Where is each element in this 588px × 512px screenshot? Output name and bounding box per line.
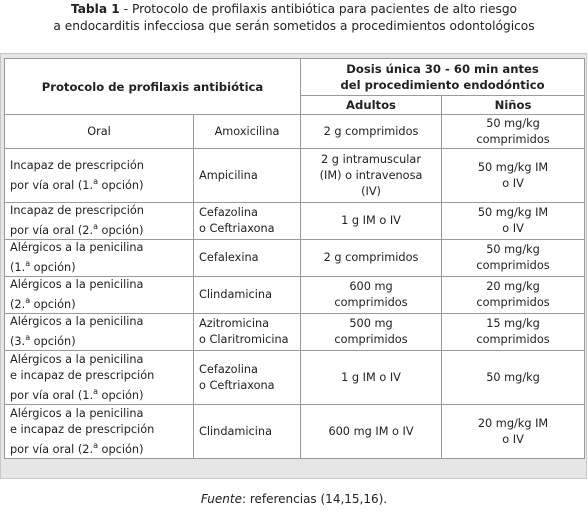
cell-line [10, 384, 188, 404]
table-row [5, 240, 585, 277]
table-row [5, 405, 585, 459]
cell-line: Incapaz de prescripción [10, 158, 144, 172]
adults-dose-cell [301, 240, 442, 277]
adults-dose-cell [301, 203, 442, 240]
caption-label: Tabla 1 [70, 2, 120, 16]
children-dose-cell [442, 351, 585, 405]
adults-dose-cell [301, 115, 442, 149]
cell-line: Clindamicina [199, 424, 272, 438]
drug-cell [194, 240, 301, 277]
children-dose-cell [442, 277, 585, 314]
cell-line: comprimidos [476, 296, 550, 309]
header-adults: Adultos [301, 96, 442, 115]
table-row [5, 277, 585, 314]
table-row [5, 115, 585, 149]
drug-cell [194, 314, 301, 351]
cell-line: Azitromicina [199, 317, 270, 330]
drug-cell [194, 149, 301, 203]
caption-title-line1: - Protocolo de profilaxis antibiótica para pacientes de alto riesgo [119, 2, 518, 16]
adults-dose-cell [301, 277, 442, 314]
table-row [5, 351, 585, 405]
ordinal-prefix: (1. [10, 260, 26, 274]
ordinal-superscript: a [25, 259, 31, 269]
cell-line: Alérgicos a la penicilina [10, 315, 144, 329]
cell-line: Alérgicos a la penicilina [10, 352, 144, 366]
cell-line: Cefalexina [199, 251, 259, 264]
adults-dose-cell [301, 149, 442, 203]
cell-line: (IM) o intravenosa [319, 168, 423, 182]
ordinal-superscript: a [93, 222, 98, 232]
header-dose [301, 59, 585, 96]
cell-line [10, 438, 188, 458]
cell-line: Incapaz de prescripción [10, 204, 144, 218]
prophylaxis-table [4, 58, 585, 459]
drug-cell [194, 277, 301, 314]
ordinal-prefix: (3. [10, 334, 26, 348]
ordinal-prefix: por vía oral (2. [10, 223, 94, 237]
cell-line: 1 g IM o IV [341, 370, 401, 384]
cell-line: 50 mg/kg [486, 370, 540, 384]
cell-line: 20 mg/kg [486, 280, 540, 293]
ordinal-superscript: a [93, 176, 98, 186]
cell-line: o Ceftriaxona [199, 222, 275, 235]
ordinal-suffix: opción) [97, 223, 144, 237]
children-dose-cell [442, 240, 585, 277]
cell-line: Alérgicos a la penicilina [10, 278, 144, 292]
ordinal-superscript: a [25, 296, 31, 306]
ordinal-prefix: por vía oral (2. [10, 442, 94, 456]
cell-line: e incapaz de prescripción [10, 422, 155, 436]
drug-cell [194, 115, 301, 149]
cell-line: comprimidos [476, 259, 550, 272]
children-dose-cell [442, 314, 585, 351]
drug-cell [194, 405, 301, 459]
cell-line: o IV [502, 432, 524, 446]
ordinal-prefix: (2. [10, 297, 26, 311]
adults-dose-cell [301, 314, 442, 351]
cell-line: Amoxicilina [214, 124, 280, 138]
cell-line [10, 219, 188, 239]
situation-cell [5, 240, 194, 277]
situation-cell [5, 277, 194, 314]
cell-line: 15 mg/kg [486, 317, 540, 330]
cell-line: comprimidos [334, 333, 408, 346]
footnote-label: Fuente [200, 492, 242, 506]
situation-cell [5, 115, 194, 149]
situation-cell [5, 149, 194, 203]
table-row [5, 314, 585, 351]
cell-line: 600 mg IM o IV [328, 424, 414, 438]
table-row [5, 149, 585, 203]
cell-line: 50 mg/kg IM [477, 206, 549, 219]
cell-line: comprimidos [476, 132, 550, 146]
adults-dose-cell [301, 405, 442, 459]
cell-line: Ampicilina [199, 168, 258, 182]
caption-title-line2: a endocarditis infecciosa que serán sometidos a procedimientos odontológicos [53, 19, 535, 33]
cell-line: 1 g IM o IV [341, 214, 401, 227]
cell-line: 50 mg/kg [486, 243, 540, 256]
table-caption [0, 1, 588, 35]
cell-line: Clindamicina [199, 288, 272, 301]
situation-cell [5, 351, 194, 405]
header-children: Niños [442, 96, 585, 115]
cell-line: 20 mg/kg IM [477, 416, 549, 430]
ordinal-suffix: opción) [97, 388, 144, 402]
children-dose-cell [442, 203, 585, 240]
footnote-text: : referencias (14,15,16). [241, 492, 388, 506]
cell-line: 50 mg/kg IM [477, 160, 549, 174]
cell-line: 600 mg [349, 280, 393, 293]
table-footnote [0, 492, 588, 506]
cell-line: 500 mg [349, 317, 393, 330]
ordinal-superscript: a [25, 333, 31, 343]
cell-line: (IV) [361, 184, 381, 198]
cell-line: o Claritromicina [199, 333, 289, 346]
cell-line: 2 g comprimidos [323, 124, 419, 138]
cell-line: Oral [87, 124, 111, 138]
ordinal-suffix: opción) [30, 260, 76, 274]
cell-line: Cefazolina [199, 206, 258, 219]
drug-cell [194, 203, 301, 240]
ordinal-prefix: por vía oral (1. [10, 178, 94, 192]
ordinal-suffix: opción) [97, 178, 144, 192]
header-dose-line1: Dosis única 30 - 60 min antes [346, 62, 539, 76]
cell-line: 2 g comprimidos [323, 251, 419, 264]
children-dose-cell [442, 405, 585, 459]
header-dose-line2: del procedimiento endodóntico [340, 78, 545, 92]
cell-line: Alérgicos a la penicilina [10, 406, 144, 420]
cell-line: Alérgicos a la penicilina [10, 241, 144, 255]
cell-line: Cefazolina [199, 362, 258, 376]
ordinal-suffix: opción) [97, 442, 144, 456]
ordinal-suffix: opción) [30, 297, 76, 311]
cell-line [10, 256, 188, 276]
ordinal-superscript: a [93, 440, 98, 450]
cell-line: comprimidos [334, 296, 408, 309]
children-dose-cell [442, 149, 585, 203]
situation-cell [5, 203, 194, 240]
cell-line: o Ceftriaxona [199, 378, 275, 392]
table-row [5, 203, 585, 240]
adults-dose-cell [301, 351, 442, 405]
cell-line [10, 293, 188, 313]
cell-line: e incapaz de prescripción [10, 368, 155, 382]
header-protocol: Protocolo de profilaxis antibiótica [5, 59, 301, 115]
cell-line [10, 174, 188, 194]
cell-line: o IV [502, 222, 524, 235]
children-dose-cell [442, 115, 585, 149]
cell-line: o IV [502, 176, 524, 190]
ordinal-superscript: a [93, 386, 98, 396]
cell-line: 2 g intramuscular [321, 152, 421, 166]
cell-line: 50 mg/kg [486, 116, 540, 130]
situation-cell [5, 314, 194, 351]
ordinal-suffix: opción) [30, 334, 76, 348]
cell-line: comprimidos [476, 333, 550, 346]
drug-cell [194, 351, 301, 405]
cell-line [10, 330, 188, 350]
ordinal-prefix: por vía oral (1. [10, 388, 94, 402]
situation-cell [5, 405, 194, 459]
